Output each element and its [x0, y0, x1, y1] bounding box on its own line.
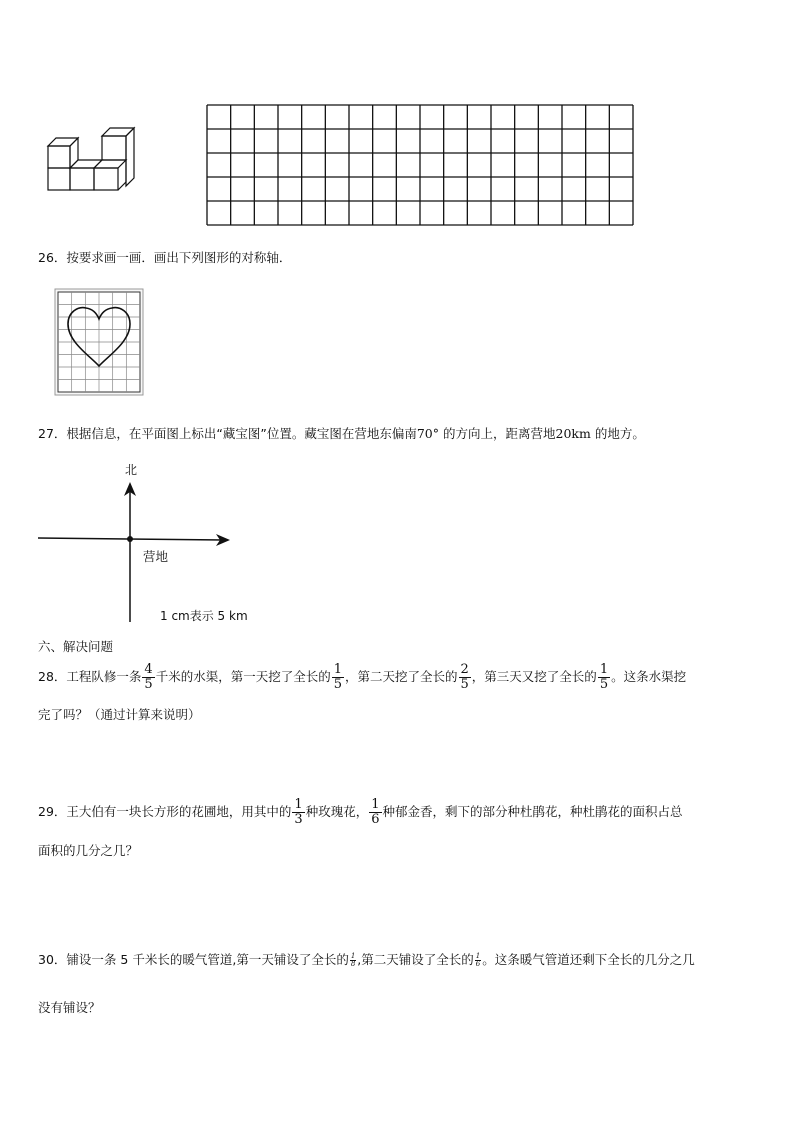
camp-point — [127, 536, 133, 542]
fraction-numerator: 1 — [371, 797, 380, 812]
fraction-denominator: 3 — [294, 812, 303, 827]
text-seg: 。这条水渠挖 — [611, 669, 687, 684]
fraction-length — [142, 663, 154, 692]
camp-label: 营地 — [143, 549, 169, 564]
scale-label: 1 cm表示 5 km — [160, 609, 248, 623]
question-number: 26． — [38, 250, 67, 265]
fraction-numerator: 2 — [460, 662, 469, 677]
fraction-day2 — [475, 953, 481, 968]
fraction-day1 — [332, 663, 344, 692]
text-seg: 种玫瑰花， — [305, 804, 369, 819]
drawing-grid[interactable] — [206, 104, 634, 226]
question-28-line2: 完了吗？（通过计算来说明） — [38, 707, 201, 722]
text-seg: ，第三天又挖了全长的 — [471, 669, 597, 684]
fraction-numerator: 1 — [294, 797, 303, 812]
fraction-denominator: 5 — [460, 677, 469, 692]
angle-value: 70° — [416, 426, 440, 441]
fraction-numerator: 1 — [350, 952, 356, 960]
fraction-denominator: 6 — [371, 812, 380, 827]
question-29-line2: 面积的几分之几？ — [38, 843, 139, 858]
question-number: 28． — [38, 669, 67, 684]
fraction-tulip — [369, 798, 381, 827]
compass-plan[interactable] — [34, 458, 274, 628]
section-title: 六、解决问题 — [38, 639, 114, 654]
text-seg: 千米长的暖气管道,第一天铺设了全长的 — [132, 952, 349, 967]
text-seg: 工程队修一条 — [66, 669, 142, 684]
question-28 — [38, 663, 686, 692]
text-seg: 铺设一条 — [66, 952, 117, 967]
question-26 — [38, 249, 291, 267]
question-text-b: 的方向上，距离营地 — [439, 426, 556, 441]
question-number: 30． — [38, 952, 67, 967]
fraction-day2 — [459, 663, 471, 692]
question-text-c: 的地方。 — [590, 426, 645, 441]
text-seg: 王大伯有一块长方形的花圃地，用其中的 — [66, 804, 292, 819]
question-number: 27． — [38, 426, 67, 441]
north-label: 北 — [125, 463, 138, 477]
fraction-numerator: 1 — [475, 952, 481, 960]
question-text-a: 根据信息，在平面图上标出“藏宝图”位置。藏宝图在营地东偏南 — [66, 426, 417, 441]
fraction-denominator: 6 — [475, 960, 481, 968]
length-value: 5 — [120, 952, 129, 967]
question-number: 29． — [38, 804, 67, 819]
question-27 — [38, 425, 645, 443]
fraction-numerator: 1 — [333, 662, 342, 677]
distance-value: 20km — [555, 426, 591, 441]
question-29 — [38, 798, 683, 827]
text-seg: 种郁金香，剩下的部分种杜鹃花，种杜鹃花的面积占总 — [382, 804, 683, 819]
fraction-denominator: 5 — [333, 677, 342, 692]
text-seg: ，第二天挖了全长的 — [345, 669, 458, 684]
text-seg: ,第二天铺设了全长的 — [357, 952, 474, 967]
text-seg: 。这条暖气管道还剩下全长的几分之几 — [482, 952, 695, 967]
fraction-day3 — [598, 663, 610, 692]
question-30 — [38, 951, 695, 969]
text-seg: 千米的水渠，第一天挖了全长的 — [155, 669, 331, 684]
fraction-denominator: 5 — [144, 677, 153, 692]
fraction-denominator: 8 — [350, 960, 356, 968]
question-text: 按要求画一画．画出下列图形的对称轴． — [66, 250, 292, 265]
fraction-rose — [292, 798, 304, 827]
fraction-day1 — [350, 953, 356, 968]
heart-figure[interactable] — [46, 286, 146, 398]
fraction-numerator: 1 — [599, 662, 609, 677]
fraction-denominator: 5 — [599, 677, 609, 692]
cube-figure — [44, 126, 136, 194]
question-30-line2: 没有铺设？ — [38, 1000, 101, 1015]
fraction-numerator: 4 — [144, 662, 153, 677]
